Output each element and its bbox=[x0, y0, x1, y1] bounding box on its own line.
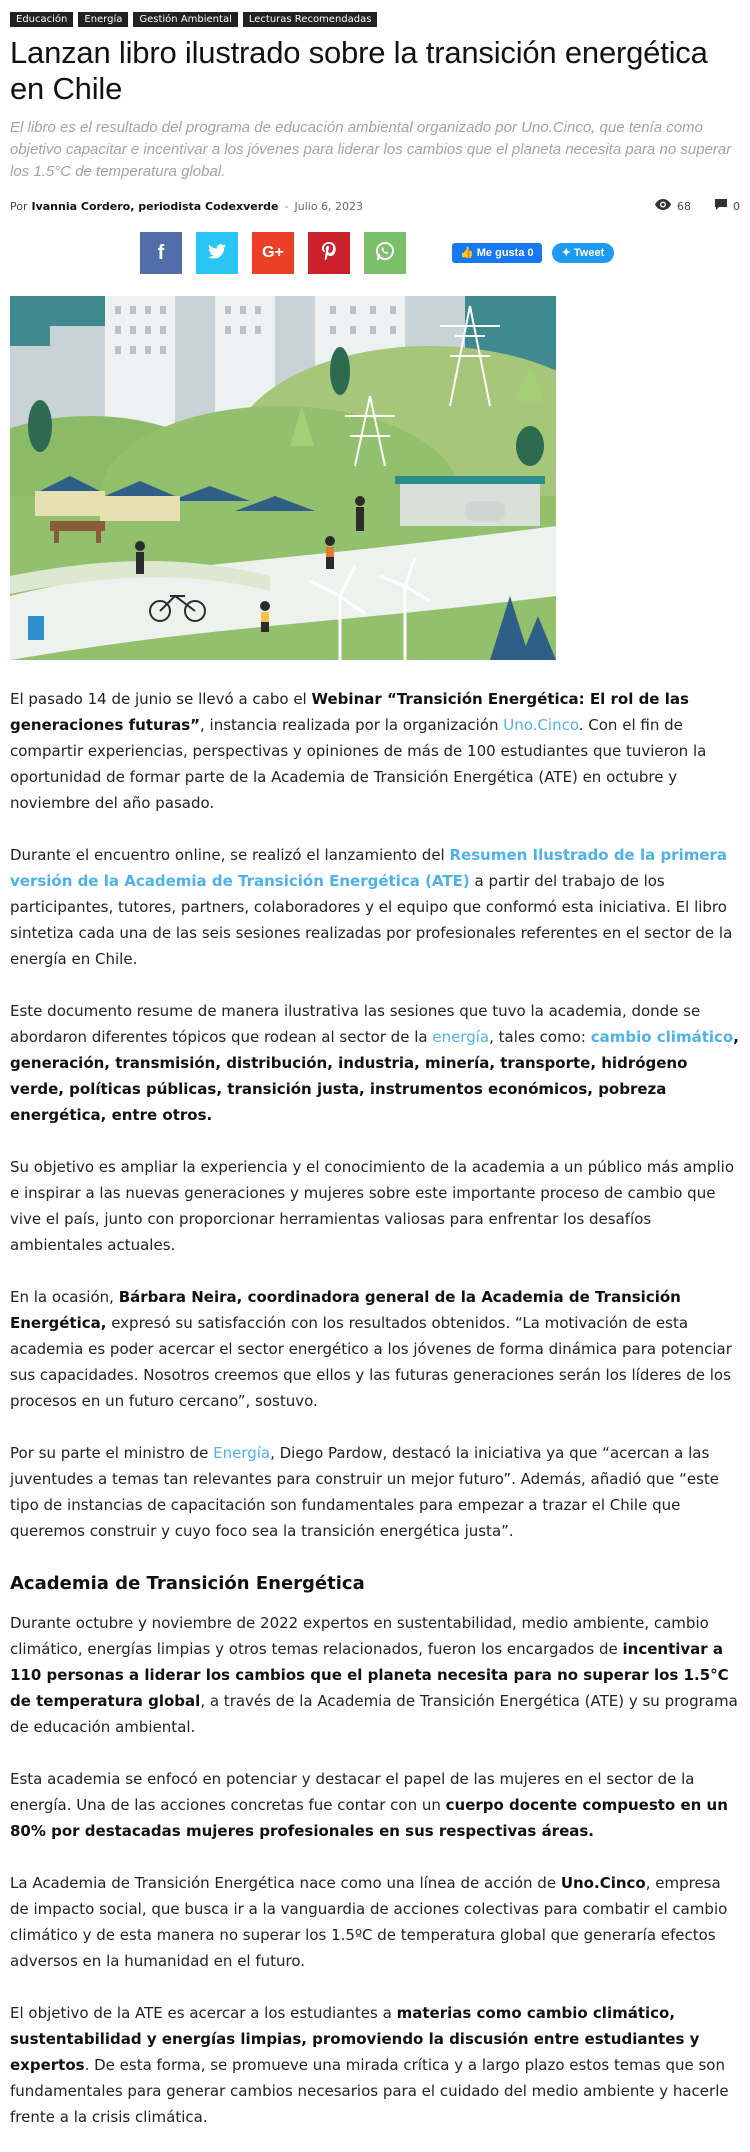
article-stats bbox=[655, 199, 740, 213]
text-span: El objetivo de la ATE es acercar a los estudiantes a bbox=[10, 2004, 397, 2022]
text-span: . De esta forma, se promueve una mirada crítica y a largo plazo estos temas que son fundamentales para generar cambios necesarios para el cuidado del medio ambiente y hacerle frente a la crisis climática. bbox=[10, 2056, 729, 2126]
comments-count[interactable]: 0 bbox=[733, 199, 740, 213]
category-tag[interactable]: Lecturas Recomendadas bbox=[243, 12, 378, 27]
text-span: , instancia realizada por la organización bbox=[199, 716, 504, 734]
twitter-icon bbox=[208, 243, 226, 264]
text-span: , Diego Pardow, destacó la iniciativa ya que “acercan a las juventudes a temas tan relevantes para construir un mejor futuro”. Además, añadió que “este tipo de instancias de capacitación son fundamentales para empezar a trazar el Chile que queremos construir y cuyo foco sea la transición energética justa”. bbox=[10, 1444, 720, 1540]
paragraph bbox=[10, 1440, 740, 1544]
views-count: 68 bbox=[677, 199, 691, 213]
category-tag[interactable]: Educación bbox=[10, 12, 73, 27]
paragraph bbox=[10, 998, 740, 1128]
paragraph bbox=[10, 1870, 740, 1974]
link-energia[interactable]: energía bbox=[432, 1028, 490, 1046]
share-bar bbox=[10, 232, 740, 274]
paragraph bbox=[10, 1766, 740, 1844]
hero-illustration bbox=[10, 296, 556, 660]
tweet-label: Tweet bbox=[573, 247, 605, 259]
bold-text: incentivar a 110 personas a liderar los cambios que el planeta necesita para no superar los 1.5°C de temperatura global bbox=[10, 1640, 729, 1710]
tweet-button[interactable] bbox=[552, 243, 615, 263]
facebook-like-button[interactable] bbox=[452, 243, 542, 263]
paragraph bbox=[10, 2000, 740, 2130]
category-tag[interactable]: Energía bbox=[78, 12, 128, 27]
link-unocinco[interactable]: Uno.Cinco bbox=[503, 716, 579, 734]
author-prefix: Por bbox=[10, 199, 28, 213]
category-tag[interactable]: Gestión Ambiental bbox=[133, 12, 237, 27]
link-cambio-climatico[interactable]: cambio climático bbox=[590, 1028, 734, 1046]
bold-text: materias como cambio climático, sustentabilidad y energías limpias, promoviendo la discusión entre estudiantes y expertos bbox=[10, 2004, 700, 2074]
bold-text: Webinar “Transición Energética: El rol de las generaciones futuras” bbox=[10, 690, 689, 734]
comments-icon[interactable] bbox=[715, 199, 727, 213]
paragraph bbox=[10, 1284, 740, 1414]
pinterest-share-button[interactable] bbox=[308, 232, 350, 274]
text-span: expresó su satisfacción con los resultados obtenidos. “La motivación de esta academia es poder acercar el sector energético a los jóvenes de forma dinámica para potenciar sus capacidades. Nosotros creemos que ellos y las futuras generaciones serán los líderes de los procesos en un futuro cercano”, sostuvo. bbox=[10, 1314, 732, 1410]
bold-text: cuerpo docente compuesto en un 80% por destacadas mujeres profesionales en sus respectivas áreas. bbox=[10, 1796, 728, 1840]
text-span: . Con el fin de compartir experiencias, perspectivas y opiniones de más de 100 estudiantes que tuvieron la oportunidad de formar parte de la Academia de Transición Energética (ATE) en octubre y noviembre del año pasado. bbox=[10, 716, 707, 812]
text-span: Por su parte el ministro de bbox=[10, 1444, 214, 1462]
paragraph bbox=[10, 686, 740, 816]
facebook-icon: f bbox=[157, 241, 165, 264]
bold-text: , generación, transmisión, distribución, industria, minería, transporte, hidrógeno verde, políticas públicas, transición justa, instrumentos económicos, pobreza energética, entre otros. bbox=[10, 1028, 739, 1124]
article-meta bbox=[10, 198, 740, 214]
publish-date: Julio 6, 2023 bbox=[294, 199, 364, 213]
article-body bbox=[10, 686, 740, 2130]
link-resumen-ilustrado[interactable]: Resumen Ilustrado de la primera versión de la Academia de Transición Energética (ATE) bbox=[10, 846, 728, 890]
text-span: , empresa de impacto social, que busca ir a la vanguardia de acciones colectivas para combatir el cambio climático y de esta manera no superar los 1.5ºC de temperatura global que generaría efectos adversos en la humanidad en el futuro. bbox=[10, 1874, 728, 1970]
text-span: , tales como: bbox=[489, 1028, 591, 1046]
paragraph bbox=[10, 1610, 740, 1740]
bold-text: Bárbara Neira, coordinadora general de la Academia de Transición Energética, bbox=[10, 1288, 681, 1332]
text-span: Durante el encuentro online, se realizó el lanzamiento del bbox=[10, 846, 450, 864]
text-span: Este documento resume de manera ilustrativa las sesiones que tuvo la academia, donde se abordaron diferentes tópicos que rodean al sector de la bbox=[10, 1002, 701, 1046]
whatsapp-icon bbox=[375, 241, 395, 266]
author-name[interactable]: Ivannia Cordero, periodista Codexverde bbox=[31, 199, 279, 213]
link-energia-ministerio[interactable]: Energía bbox=[213, 1444, 271, 1462]
tweet-bird-icon: ✦ bbox=[561, 247, 571, 259]
googleplus-icon: G+ bbox=[262, 244, 284, 261]
paragraph bbox=[10, 842, 740, 972]
category-tags bbox=[10, 12, 740, 27]
pinterest-icon bbox=[322, 242, 336, 265]
facebook-share-button[interactable] bbox=[140, 232, 182, 274]
article-title: Lanzan libro ilustrado sobre la transición energética en Chile bbox=[10, 35, 708, 106]
text-span: En la ocasión, bbox=[10, 1288, 119, 1306]
text-span: La Academia de Transición Energética nace como una línea de acción de bbox=[10, 1874, 561, 1892]
thumbs-up-icon: 👍 bbox=[460, 247, 474, 259]
article-subtitle: El libro es el resultado del programa de educación ambiental organizado por Uno.Cinco, que tenía como objetivo capacitar e incentivar a los jóvenes para liderar los cambios que el planeta necesita para no superar los 1.5°C de temperatura global. bbox=[10, 119, 732, 180]
whatsapp-share-button[interactable] bbox=[364, 232, 406, 274]
text-span: , a través de la Academia de Transición Energética (ATE) y su programa de educación ambiental. bbox=[10, 1692, 738, 1736]
meta-separator: - bbox=[284, 199, 289, 213]
text-span: El pasado 14 de junio se llevó a cabo el bbox=[10, 690, 312, 708]
text-span: Esta academia se enfocó en potenciar y destacar el papel de las mujeres en el sector de la energía. Una de las acciones concretas fue contar con un bbox=[10, 1770, 695, 1814]
bold-text: Uno.Cinco bbox=[560, 1874, 646, 1892]
text-span: Durante octubre y noviembre de 2022 expertos en sustentabilidad, medio ambiente, cambio climático, energías limpias y otros temas relacionados, fueron los encargados de bbox=[10, 1614, 709, 1658]
like-label: Me gusta 0 bbox=[476, 247, 534, 259]
section-heading: Academia de Transición Energética bbox=[10, 1573, 365, 1594]
googleplus-share-button[interactable] bbox=[252, 232, 294, 274]
eye-icon bbox=[655, 199, 671, 213]
paragraph: Su objetivo es ampliar la experiencia y el conocimiento de la academia a un público más amplio e inspirar a las nuevas generaciones y mujeres sobre este importante proceso de cambio que vive el país, junto con proporcionar herramientas valiosas para enfrentar los desafíos ambientales actuales. bbox=[10, 1158, 735, 1254]
twitter-share-button[interactable] bbox=[196, 232, 238, 274]
text-span: a partir del trabajo de los participantes, tutores, partners, colaboradores y el equipo que conformó esta iniciativa. El libro sintetiza cada una de las seis sesiones realizadas por profesionales referentes en el sector de la energía en Chile. bbox=[10, 872, 733, 968]
